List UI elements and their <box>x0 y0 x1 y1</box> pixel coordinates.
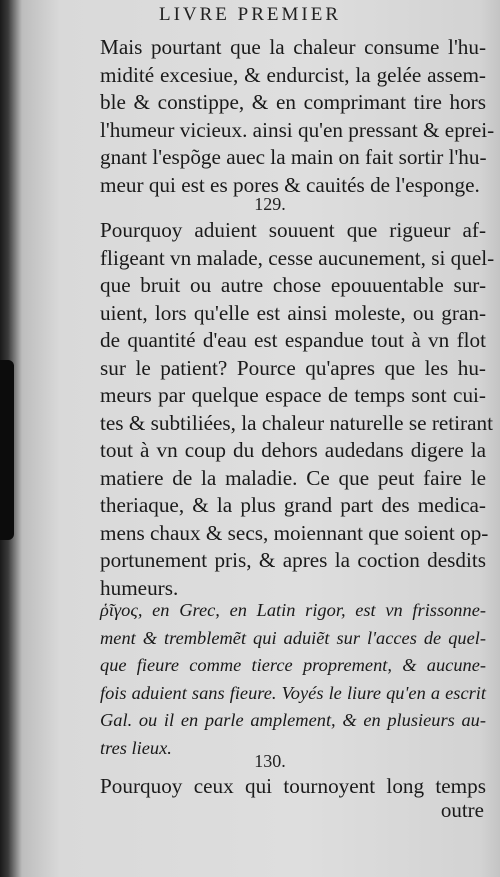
text-line: theriaque, & la plus grand part des medica- <box>100 493 486 517</box>
text-line: que bruit ou autre chose epouuentable sur- <box>100 273 486 297</box>
italic-note <box>100 597 486 762</box>
text-line: meurs par quelque espace de temps sont cui- <box>100 383 486 407</box>
running-head: LIVRE PREMIER <box>158 4 342 25</box>
note-line: que fieure comme tierce proprement, & aucune- <box>100 655 486 675</box>
text-line: l'humeur vicieux. ainsi qu'en pressant & eprei- <box>100 117 495 142</box>
text-line: tes & subtiliées, la chaleur naturelle se retirant <box>100 410 493 435</box>
section-number-130: 130. <box>254 751 286 771</box>
note-line: ment & tremblemẽt qui aduiẽt sur l'acces de quel- <box>100 627 486 648</box>
text-line: portunement pris, & apres la coction desdits <box>100 548 486 572</box>
note-line: Gal. ou il en parle amplement, & en plusieurs au- <box>100 710 486 730</box>
text-line: tout à vn coup du dehors audedans digere la <box>100 438 486 462</box>
text-line: Pourquoy aduient souuent que rigueur af- <box>100 218 486 242</box>
text-line: Pourquoy ceux qui tournoyent long temps <box>100 774 486 798</box>
text-line: humeurs. <box>100 575 179 600</box>
text-line: matiere de la maladie. Ce que peut faire le <box>100 465 486 490</box>
text-line: meur qui est es pores & cauités de l'esponge. <box>100 172 480 197</box>
text-line: mens chaux & secs, moiennant que soient op- <box>100 520 489 545</box>
text-line: gnant l'espõge auec la main on fait sortir l'hu- <box>100 145 487 169</box>
paragraph-3 <box>100 773 486 801</box>
note-line: tres lieux. <box>100 737 172 758</box>
text-line: fligeant vn malade, cesse aucunement, si quel- <box>100 245 495 270</box>
text-line: midité excesiue, & endurcist, la gelée assem- <box>100 62 486 87</box>
paragraph-1 <box>100 34 495 199</box>
catchword: outre <box>440 798 484 822</box>
paragraph-2 <box>100 217 495 602</box>
page-edge-shadow <box>0 360 14 540</box>
text-line: uient, lors qu'elle est ainsi moleste, ou gran- <box>100 300 486 325</box>
note-line: ῥῖγος, en Grec, en Latin rigor, est vn frissonne- <box>100 600 486 620</box>
text-line: Mais pourtant que la chaleur consume l'hu- <box>100 35 486 59</box>
text-line: sur le patient? Pource qu'apres que les hu- <box>100 355 486 380</box>
section-number-129: 129. <box>254 194 286 214</box>
note-line: fois aduient sans fieure. Voyés le liure qu'en a escrit <box>100 682 486 703</box>
text-line: de quantité d'eau est espandue tout à vn flot <box>100 328 486 352</box>
text-line: ble & constippe, & en comprimant tire hors <box>100 90 486 114</box>
